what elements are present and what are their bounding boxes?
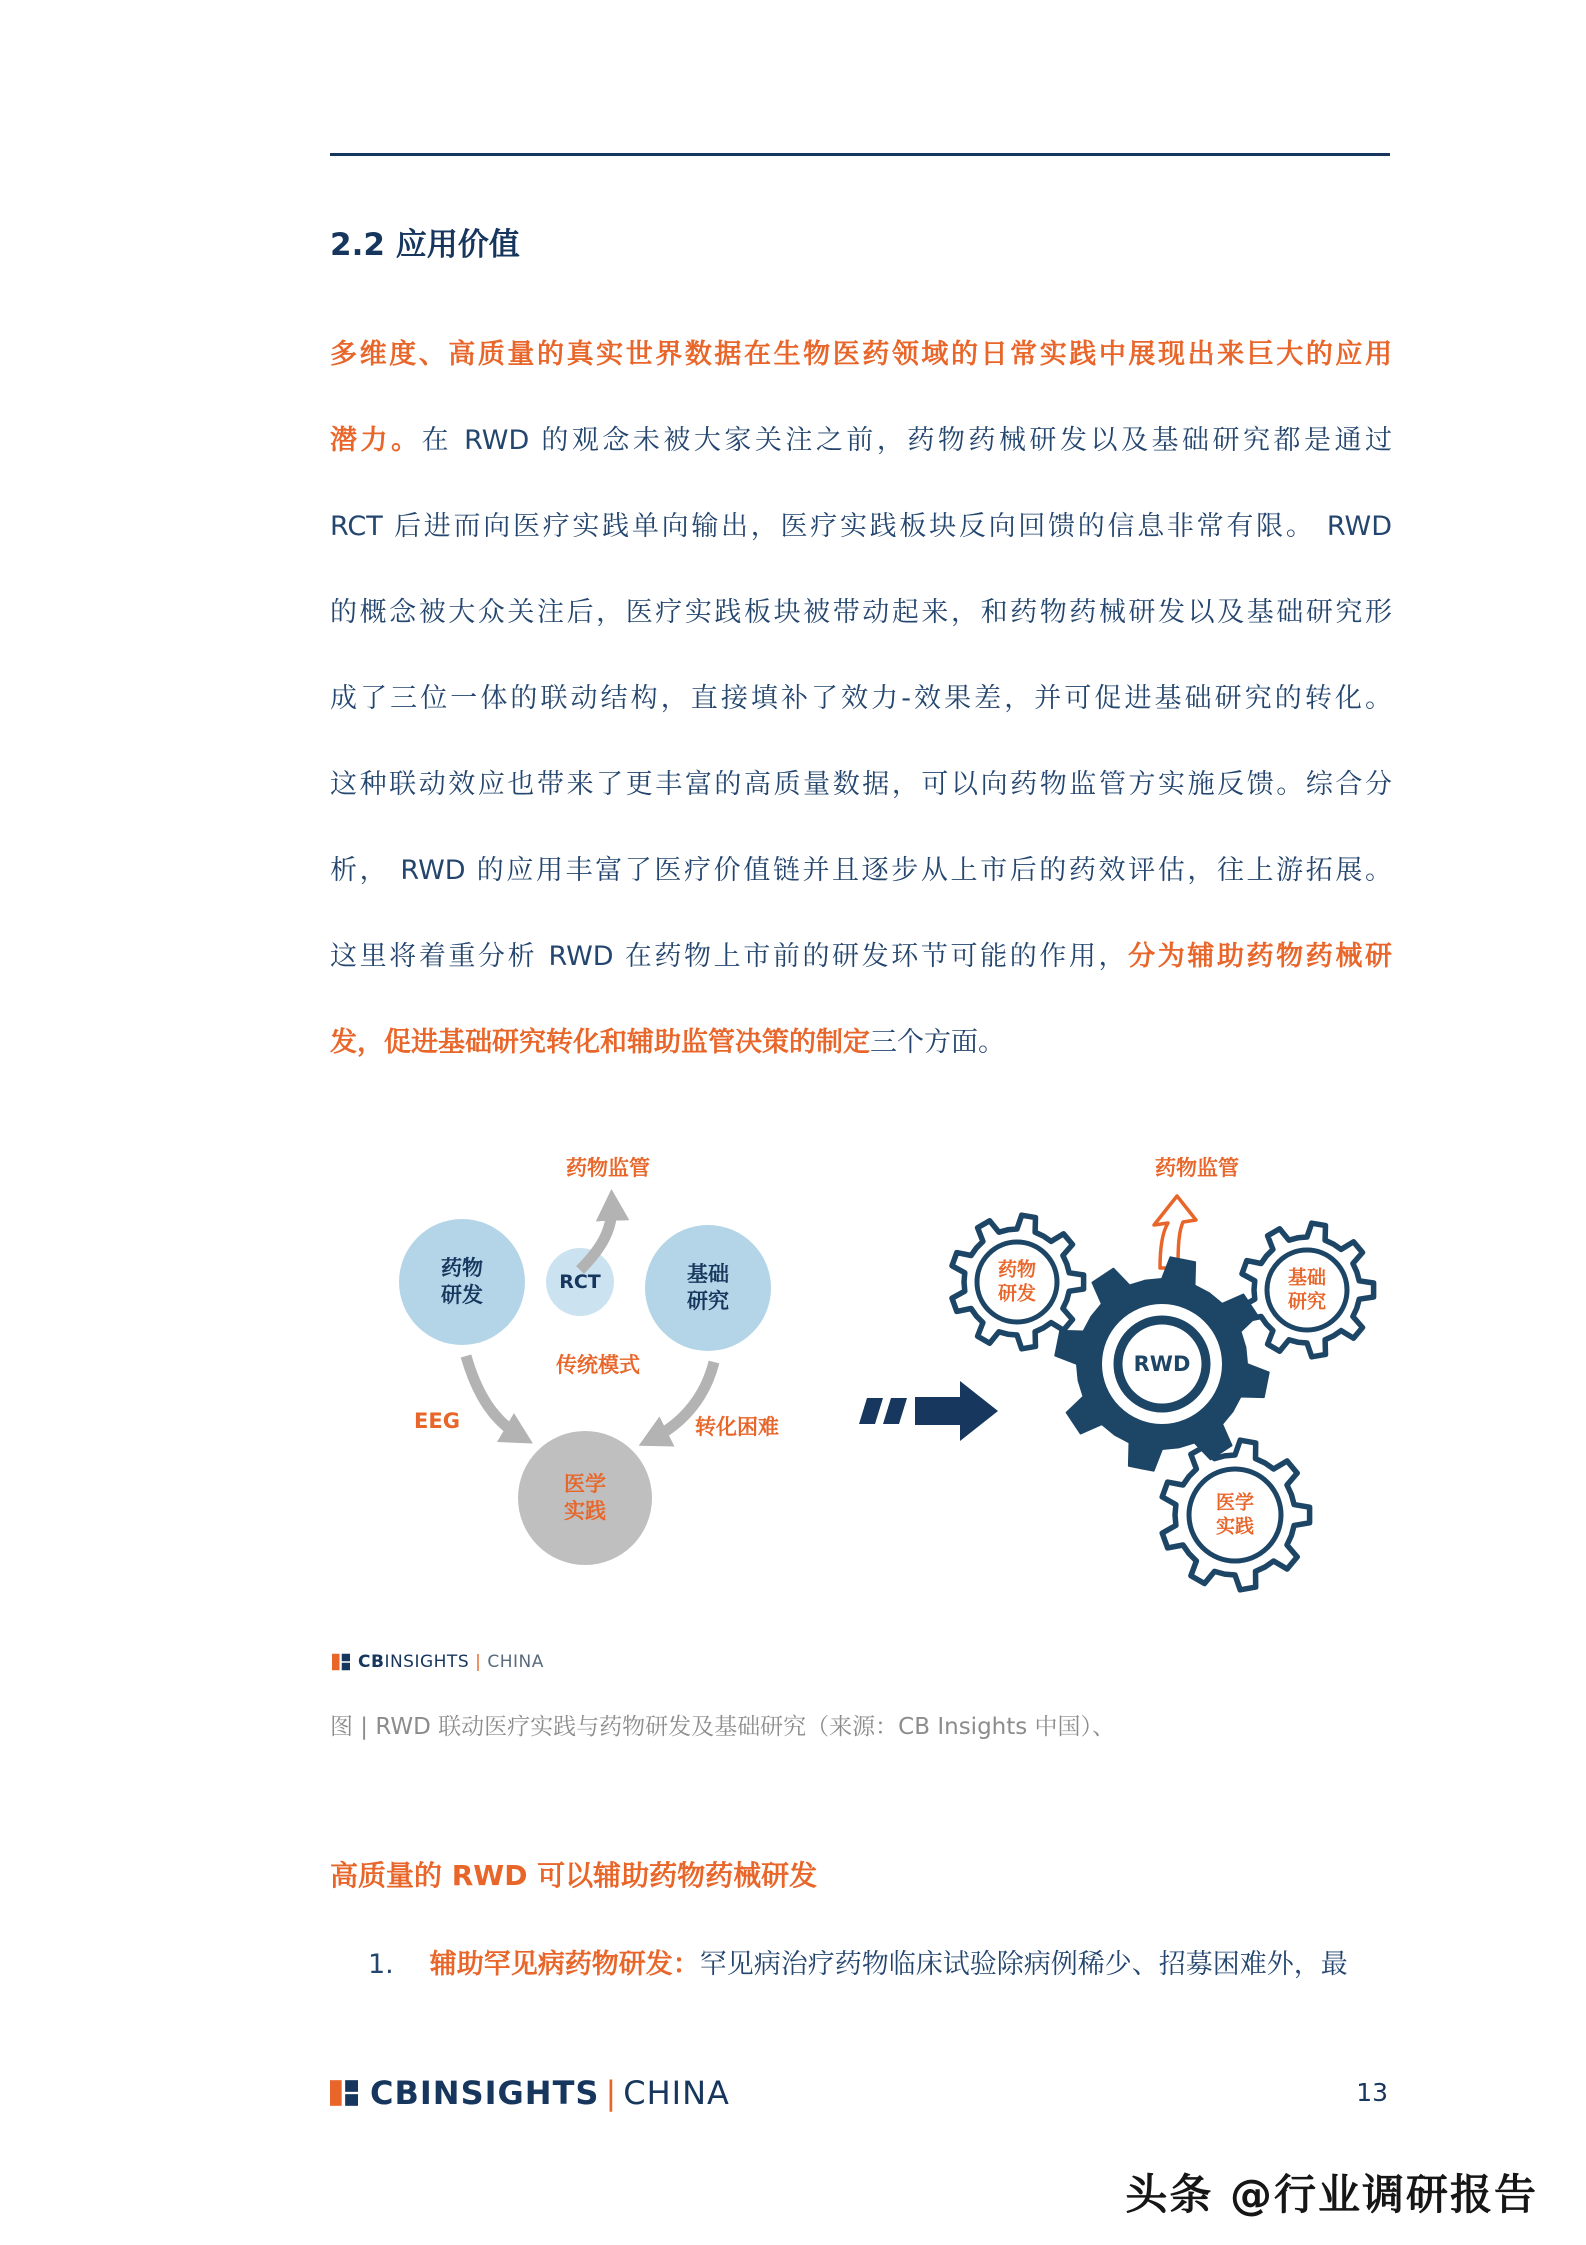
paragraph-text: 这里将着重分析 RWD 在药物上市前的研发环节可能的作用，: [330, 941, 1129, 972]
brand-divider: |: [605, 2074, 618, 2112]
paragraph-line: [330, 484, 1392, 570]
label-eeg: EEG: [414, 1409, 460, 1433]
brand-rest: INSIGHTS: [419, 2074, 600, 2112]
paragraph-highlight: 多维度、高质量的真实世界数据在生物医药领域的日常实践中展现出来巨大的应用: [330, 339, 1392, 370]
brand-bold: CB: [358, 1652, 385, 1672]
cbinsights-logo-icon: [332, 1653, 350, 1671]
subsection-heading: 高质量的 RWD 可以辅助药物药械研发: [330, 1859, 818, 1892]
paragraph-text: RCT 后进而向医疗实践单向输出，医疗实践板块反向回馈的信息非常有限。 RWD: [330, 511, 1392, 542]
paragraph-line: [330, 312, 1392, 398]
paragraph-text: 的概念被大众关注后，医疗实践板块被带动起来，和药物药械研发以及基础研究形: [330, 597, 1392, 628]
paragraph-text: 在 RWD 的观念未被大家关注之前，药物药械研发以及基础研究都是通过: [421, 425, 1392, 456]
paragraph-highlight: 潜力。: [330, 425, 422, 456]
paragraph-text: 析， RWD 的应用丰富了医疗价值链并且逐步从上市后的药效评估，往上游拓展。: [330, 855, 1392, 886]
paragraph-highlight: 分为辅助药物药械研: [1128, 941, 1392, 972]
label-drug-regulation-left: 药物监管: [566, 1156, 650, 1180]
diagram-graphics: [330, 1140, 1430, 1630]
figure-rwd-diagram: [330, 1140, 1430, 1630]
gear-label-practice: [1211, 1491, 1259, 1539]
paragraph-text: 成了三位一体的联动结构，直接填补了效力-效果差，并可促进基础研究的转化。: [330, 683, 1392, 714]
brand-region: CHINA: [623, 2074, 730, 2112]
node-label: 药物研发: [441, 1255, 483, 1307]
brand-rest: INSIGHTS: [384, 1652, 470, 1672]
gear-label-text: 医学实践: [1215, 1491, 1254, 1537]
figure-logo-text: [358, 1652, 544, 1672]
arrow-eeg-down: [466, 1356, 520, 1436]
label-traditional-mode: 传统模式: [556, 1353, 640, 1377]
brand-region: CHINA: [487, 1652, 544, 1672]
gear-label-text: 药物研发: [997, 1258, 1036, 1304]
numbered-list-item: [368, 1942, 1392, 1981]
label-drug-regulation-right: 药物监管: [1155, 1156, 1239, 1180]
paragraph-highlight: 发，促进基础研究转化和辅助监管决策的制定: [330, 1027, 870, 1058]
gear-label-drug-rd: [993, 1258, 1041, 1306]
label-conversion-difficulty: 转化困难: [695, 1415, 779, 1439]
node-label: 医学实践: [564, 1471, 606, 1523]
paragraph-line: [330, 1000, 1392, 1086]
cbinsights-logo-icon: [330, 2079, 358, 2107]
list-lead: 辅助罕见病药物研发：: [429, 1949, 700, 1980]
gear-label-text: 基础研究: [1287, 1266, 1326, 1312]
gear-label-basic: [1283, 1266, 1331, 1314]
list-number: 1.: [368, 1949, 394, 1980]
paragraph-line: [330, 828, 1392, 914]
page-number: 13: [1356, 2078, 1388, 2107]
top-divider: [330, 153, 1390, 156]
list-text: 罕见病治疗药物临床试验除病例稀少、招募困难外，最: [699, 1949, 1348, 1980]
footer-brand-logo: [330, 2074, 730, 2112]
paragraph-line: [330, 570, 1392, 656]
gear-label-rwd: RWD: [1133, 1351, 1191, 1376]
paragraph-line: [330, 398, 1392, 484]
section-title: 2.2 应用价值: [330, 226, 520, 263]
body-paragraph: [330, 312, 1392, 1086]
paragraph-line: [330, 914, 1392, 1000]
figure-source-logo: [332, 1652, 544, 1672]
paragraph-line: [330, 742, 1392, 828]
node-label: RCT: [559, 1270, 601, 1293]
paragraph-line: [330, 656, 1392, 742]
node-label: 基础研究: [687, 1261, 729, 1313]
paragraph-text: 三个方面。: [870, 1027, 1005, 1058]
paragraph-text: 这种联动效应也带来了更丰富的高质量数据，可以向药物监管方实施反馈。综合分: [330, 769, 1392, 800]
figure-caption: 图 | RWD 联动医疗实践与药物研发及基础研究（来源：CB Insights 中国）、: [330, 1714, 1116, 1740]
transition-arrow: [859, 1381, 998, 1441]
watermark-text: 头条 @行业调研报告: [1125, 2170, 1538, 2219]
arrow-up-regulation-left: [580, 1204, 612, 1270]
brand-bold: CB: [370, 2074, 420, 2112]
brand-divider: |: [475, 1652, 482, 1672]
footer-logo-text: [370, 2074, 730, 2112]
